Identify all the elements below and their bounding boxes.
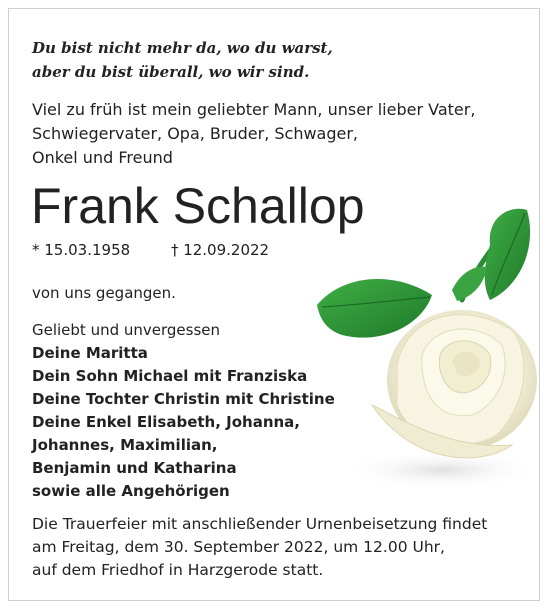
life-dates [32,240,269,260]
white-rose-icon [312,205,542,495]
intro-line-2: Schwiegervater, Opa, Bruder, Schwager, [32,124,359,143]
intro-text [32,98,502,170]
intro-line-3: Onkel und Freund [32,148,173,167]
service-line-2: am Freitag, dem 30. September 2022, um 12.00 Uhr, [32,538,445,556]
mourner-line: Deine Maritta [32,344,148,362]
service-line-1: Die Trauerfeier mit anschließender Urnenbeisetzung findet [32,515,488,533]
birth-date: * 15.03.1958 [32,241,131,259]
motto-line-1: Du bist nicht mehr da, wo du warst, [32,39,333,57]
passed-away-text: von uns gegangen. [32,284,176,302]
mourners-heading: Geliebt und unvergessen [32,321,221,339]
motto-verse [32,36,333,84]
mourner-line: Dein Sohn Michael mit Franziska [32,367,308,385]
funeral-service-info [32,513,532,582]
motto-line-2: aber du bist überall, wo wir sind. [32,63,310,81]
rose-leaf-small [452,267,487,301]
intro-line-1: Viel zu früh ist mein geliebter Mann, unser lieber Vater, [32,100,476,119]
rose-shadow [342,450,542,490]
mourner-line: Johannes, Maximilian, [32,436,218,454]
mourner-line: sowie alle Angehörigen [32,482,230,500]
mourner-line: Benjamin und Katharina [32,459,237,477]
deceased-name: Frank Schallop [31,178,365,234]
mourner-line: Deine Tochter Christin mit Christine [32,390,335,408]
service-line-3: auf dem Friedhof in Harzgerode statt. [32,561,324,579]
death-date: † 12.09.2022 [170,241,270,259]
mourner-line: Deine Enkel Elisabeth, Johanna, [32,413,301,431]
